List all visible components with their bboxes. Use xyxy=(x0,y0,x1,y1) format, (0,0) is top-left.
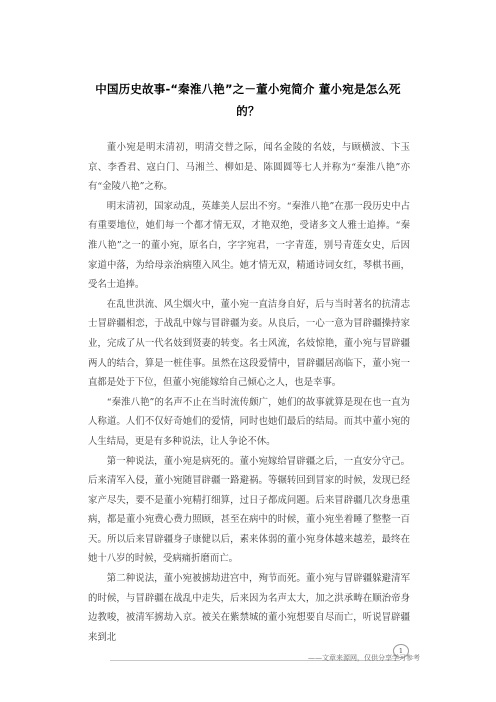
document-body xyxy=(88,138,410,647)
paragraph: 董小宛是明末清初，明清交替之际，闻名金陵的名妓，与顾横波、卞玉京、李香君、寇白门、马湘兰、柳如是、陈圆圆等七人并称为“秦淮八艳”亦有“金陵八艳”之称。 xyxy=(88,142,410,193)
paragraph: 第一种说法，董小宛是病死的。董小宛嫁给冒辟疆之后，一直安分守己。后来清军入侵，董小宛随冒辟疆一路避祸。等辗转回到冒家的时候，发现已经家产尽失，要不是董小宛精打细算，过日子都成问题。后来冒辟疆几次身患重病，都是董小宛费心费力照顾，甚至在病中的时候，董小宛坐着睡了整整一百天。所以后来冒辟疆身子康健以后，素来体弱的董小宛身体越来越差，最终在她十八岁的时候，受病痛折磨而亡。 xyxy=(88,455,410,565)
paragraph: 明末清初，国家动乱，英雄美人层出不穷。“秦淮八艳”在那一段历史中占有重要地位，她们每一个都才情无双，才艳双绝，受诸多文人雅士追捧。“秦淮八艳”之一的董小宛，原名白，字字宛君，一字青莲，别号青莲女史，后因家道中落，为给母亲治病堕入风尘。她才情无双，精通诗词女红，琴棋书画，受名士追捧。 xyxy=(88,200,410,291)
title-line-1: 中国历史故事-“秦淮八艳”之－董小宛简介 董小宛是怎么死 xyxy=(95,82,401,96)
paragraph: 在乱世洪流、风尘烟火中，董小宛一直洁身自好，后与当时著名的抗清志士冒辟疆相恋，于战乱中嫁与冒辟疆为妾。从良后，一心一意为冒辟疆操持家业，完成了从一代名妓到贤妻的转变。名士风流，名妓惊艳，董小宛与冒辟疆两人的结合，算是一桩佳事。虽然在这段爱情中，冒辟疆居高临下，董小宛一直都是处于下位，但董小宛能嫁给自己倾心之人，也是幸事。 xyxy=(88,298,410,389)
paragraph: 第二种说法，董小宛被掳劫进宫中，殉节而死。董小宛与冒辟疆躲避清军的时候，与冒辟疆在战乱中走失，后来因为名声太大，加之洪承畴在顺治帝身边教唆，被清军掳劫入京。被关在紫禁城的董小宛想要自尽而亡，听说冒辟疆来到北 xyxy=(88,573,410,643)
document-title xyxy=(70,78,426,122)
page-number: 1 xyxy=(393,644,409,658)
footer-text: ——文章来源网，仅供分享学习参考 xyxy=(308,654,420,662)
paragraph: “秦淮八艳”的名声不止在当时流传颇广，她们的故事就算是现在也一直为人称道。人们不仅好奇她们的爱情，同时也她们最后的结局。而其中董小宛的人生结局，更是有多种说法，让人争论不休。 xyxy=(88,396,410,447)
title-line-2: 的？ xyxy=(236,104,260,118)
